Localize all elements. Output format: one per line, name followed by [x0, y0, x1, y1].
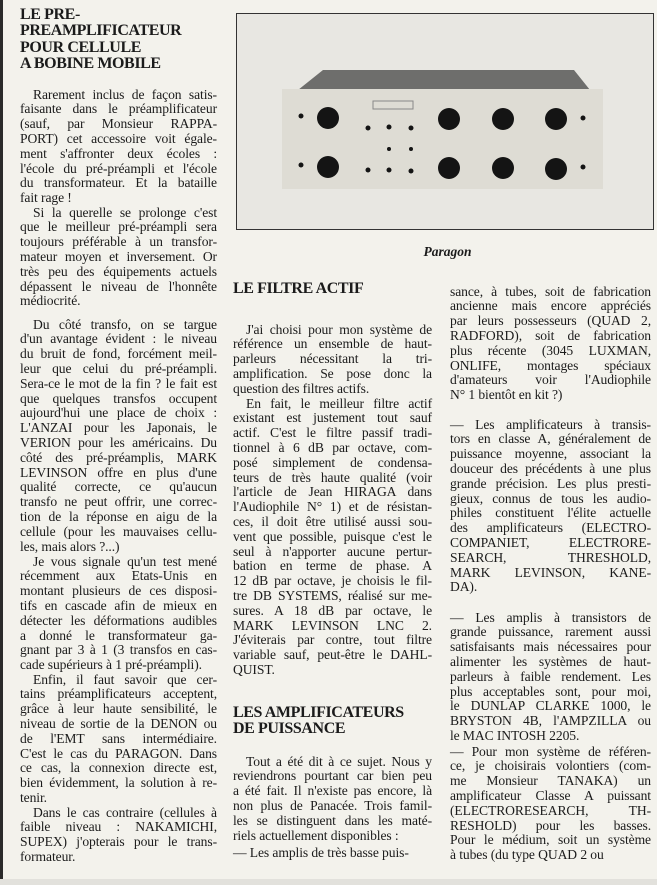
text-line: ONLIFE, montages spéciaux [450, 357, 651, 373]
figure-photo [236, 13, 654, 230]
text-line: a donné le transformateur ga- [20, 627, 217, 643]
text-line: sures. A 18 dB par octave, le [233, 602, 432, 618]
text-line: Sera-ce le mot de la fin ? le fait est [20, 375, 217, 391]
text-line: formateur. [20, 848, 76, 864]
text-line: fait rage ! [20, 190, 72, 206]
text-line: ment s'affronter deux écoles : [20, 145, 217, 161]
knob-icon [492, 108, 514, 130]
text-line: bation en terme de phase. A [233, 558, 432, 574]
paragraph [20, 318, 217, 555]
paragraph [233, 755, 432, 844]
text-line: actif. C'est le filtre passif tradi- [233, 425, 432, 441]
text-line: faisante dans le préamplificateur [20, 101, 217, 117]
text-line: tors en classe A, généralement de [450, 431, 651, 447]
text-line: les, mais alors ?...) [20, 538, 120, 554]
text-line: vent que possible, puisque c'est le [233, 528, 432, 544]
text-line: SEARCH, THRESHOLD, [450, 549, 651, 565]
screw-icon [581, 116, 586, 121]
text-line: — Les amplis à transistors de [450, 609, 651, 625]
text-line: sance, à tubes, soit de fabrication [450, 283, 651, 299]
column-left [20, 0, 217, 885]
text-line: Dans le cas contraire (cellules à [33, 804, 217, 820]
paragraph [20, 673, 217, 806]
text-line: tionnel à 6 dB par octave, com- [233, 439, 432, 455]
text-line: N° 1 bientôt en kit ?) [450, 387, 563, 403]
text-line: à tubes (du type QUAD 2 ou [450, 847, 604, 863]
text-line: J'ai choisi pour mon système de [246, 321, 432, 337]
indicator-icon [387, 147, 391, 151]
text-line: plus acceptables sont, pour moi, [450, 683, 651, 699]
text-line: tenir. [20, 789, 47, 805]
text-line: C'est le cas du PARAGON. Dans [20, 745, 217, 761]
chassis-top [298, 70, 590, 90]
text-line: amplification. Se pose donc la [233, 365, 432, 381]
knob-icon [545, 108, 567, 130]
paragraph [450, 285, 651, 403]
text-line: grâce à leur haute sensibilité, le [20, 701, 217, 717]
screw-icon [581, 165, 586, 170]
text-line: ces, il doit être utilisé aussi sou- [233, 513, 432, 529]
text-line: existant est justement tout sauf [233, 410, 432, 426]
text-line: gnant par 3 à 1 (3 transfos en cas- [20, 642, 217, 658]
text-line: — Les amplis de très basse puis- [233, 844, 409, 860]
text-line: Enfin, il faut savoir que cer- [33, 671, 217, 687]
text-line: me Monsieur TANAKA) un [450, 773, 651, 789]
text-line: Je vous signale qu'un test mené [33, 553, 217, 569]
text-line: ce cas, la connexion directe est, [20, 760, 217, 776]
text-line: seul à n'apporter aucune pertur- [233, 543, 432, 559]
text-line: du bruit de fond, forcément meil- [20, 346, 217, 362]
text-line: Rarement inclus de façon satis- [33, 86, 217, 102]
text-line: l'Audiophile N° 1) et de résistan- [233, 499, 432, 515]
knob-icon [317, 107, 339, 129]
text-line: côté des pré-préamplis, MARK [20, 449, 217, 465]
text-line: que le meilleur pré-préampli sera [20, 219, 217, 235]
toggle-icon [409, 126, 414, 131]
text-line: d'un avantage évident : le niveau [20, 331, 217, 347]
paragraph [20, 555, 217, 673]
text-line: 12 dB par octave, je choisis le fil- [233, 573, 432, 589]
paragraph [233, 846, 432, 861]
preamplifier-image [237, 14, 653, 229]
text-line: BRYSTON 4B, l'AMPZILLA ou [450, 713, 651, 729]
text-line: d'amateurs voir l'Audiophile [450, 372, 651, 388]
text-line: ce, je choisirais volontiers (com- [450, 758, 651, 774]
text-line: l'article de Jean HIRAGA dans [233, 484, 432, 500]
text-line: En fait, le meilleur filtre actif [246, 395, 432, 411]
text-line: dépassent le niveau de l'honnête [20, 278, 217, 294]
paragraph [450, 611, 651, 744]
text-line: SUPEX) j'opterais pour le trans- [20, 834, 217, 850]
text-line: très peu des équipements actuels [20, 263, 217, 279]
text-line: plus récente (3045 LUXMAN, [450, 342, 651, 358]
text-line: aujourd'hui une place de choix : [20, 405, 217, 421]
text-line: — Pour mon système de référen- [450, 743, 651, 759]
text-line: qualité correcte, ce qu'aucun [20, 479, 217, 495]
text-line: tre DB SYSTEMS, réalisé sur me- [233, 587, 432, 603]
section-heading [233, 281, 432, 298]
heading-line: POUR CELLULE [20, 38, 141, 56]
text-line: L'ANZAI pour les Japonais, le [20, 420, 217, 436]
text-line: ancienne mais encore appréciés [450, 298, 651, 314]
section-heading [20, 7, 217, 73]
text-line: l'école du pré-préampli et l'école [20, 160, 217, 176]
knob-icon [317, 156, 339, 178]
paragraph [450, 418, 651, 596]
text-line: variable sauf, peut-être le DAHL- [233, 647, 432, 663]
toggle-icon [366, 126, 371, 131]
text-line: récemment aux Etats-Unis en [20, 568, 217, 584]
figure-caption: Paragon [423, 244, 472, 259]
text-line: de l'EMT sans intermédiaire. [20, 730, 217, 746]
text-line: montant plusieurs de ces disposi- [20, 583, 217, 599]
text-line: RESHOLD) pour les basses. [450, 817, 651, 833]
text-line: niveau de sortie de la DENON ou [20, 715, 217, 731]
text-line: tion de la réponse en aigu de la [20, 508, 217, 524]
text-line: tains préamplificateurs acceptent, [20, 686, 217, 702]
text-line: le MAC INTOSH 2205. [450, 727, 580, 743]
text-line: puissance moyenne, associant la [450, 446, 651, 462]
text-line: riels actuellement disponibles : [233, 827, 399, 843]
text-line: bien évidemment, la solution à re- [20, 775, 217, 791]
section-heading [233, 705, 432, 738]
text-line: satisfaisants mais nécessaires pour [450, 639, 651, 655]
toggle-icon [409, 169, 414, 174]
text-line: parleurs nécessitant la tri- [233, 351, 432, 367]
text-line: les se distinguent dans les maté- [233, 812, 432, 828]
paragraph [233, 323, 432, 397]
text-line: question des filtres actifs. [233, 380, 370, 396]
knob-icon [545, 158, 567, 180]
text-line: RADFORD), soit de fabrication [450, 327, 651, 343]
text-line: cade supérieurs à 1 pré-préampli). [20, 657, 202, 673]
text-line: cellule (pour les mauvaises cellu- [20, 523, 217, 539]
heading-line: DE PUISSANCE [233, 720, 346, 738]
text-line: mateur moyen et inversement. Or [20, 248, 217, 264]
toggle-icon [366, 168, 371, 173]
toggle-icon [387, 125, 392, 130]
text-line: transfo ne peut offrir, une correc- [20, 494, 217, 510]
text-line: référence un ensemble de haut- [233, 336, 432, 352]
text-line: COMPANIET, ELECTRORE- [450, 534, 651, 550]
knob-icon [438, 108, 460, 130]
text-line: MARK LEVINSON LNC 2. [233, 617, 432, 633]
text-line: que quelques transfos occupent [20, 390, 217, 406]
text-line: J'éviterais par contre, tout filtre [233, 632, 432, 648]
toggle-icon [387, 168, 392, 173]
text-line: MARK LEVINSON, KANE- [450, 564, 651, 580]
text-line: faible niveau : NAKAMICHI, [20, 819, 217, 835]
text-line: médiocrité. [20, 293, 81, 309]
screw-icon [299, 114, 304, 119]
text-line: par leurs possesseurs (QUAD 2, [450, 313, 651, 329]
heading-line: LE FILTRE ACTIF [233, 279, 364, 297]
heading-line: A BOBINE MOBILE [20, 55, 161, 73]
text-line: alimenter les systèmes de haut- [450, 653, 651, 669]
text-line: amplificateur Classe A puissant [450, 787, 651, 803]
text-line: teurs de très haute qualité (voir [233, 469, 432, 485]
heading-line: LE PRE- [20, 5, 80, 23]
text-line: — Les amplificateurs à transis- [450, 416, 651, 432]
knob-icon [438, 157, 460, 179]
indicator-icon [409, 147, 413, 151]
text-line: PORT) cet accessoire voit égale- [20, 130, 217, 146]
text-line: posé simplement de condensa- [233, 454, 432, 470]
text-line: philes constituent l'élite actuelle [450, 505, 651, 521]
text-line: Si la querelle se prolonge c'est [33, 204, 217, 220]
text-line: VERION pour les américains. Du [20, 434, 217, 450]
text-line: parleurs à faible rendement. Les [450, 668, 651, 684]
heading-line: PREAMPLIFICATEUR [20, 22, 182, 40]
text-line: DA). [450, 579, 478, 595]
text-line: a été fait. Il n'existe pas encore, là [233, 783, 432, 799]
text-line: QUIST. [233, 661, 275, 677]
screw-icon [299, 163, 304, 168]
paragraph [233, 397, 432, 678]
text-line: le DUNLAP CLARKE 1000, le [450, 698, 651, 714]
text-line: Tout a été dit à ce sujet. Nous y [246, 753, 432, 769]
page-edge-rule [0, 0, 3, 885]
text-line: (ELECTRORESEARCH, TH- [450, 802, 651, 818]
text-line: non plus de Panacée. Trois famil- [233, 797, 432, 813]
text-line: reviendrons pourtant car bien peu [233, 768, 432, 784]
knob-icon [492, 157, 514, 179]
paragraph [20, 88, 217, 206]
text-line: grande puissance, rarement aussi [450, 624, 651, 640]
text-line: Pour le médium, soit un système [450, 832, 651, 848]
text-line: des amplificateurs (ELECTRO- [450, 520, 651, 536]
text-line: douceur des précédents à une plus [450, 460, 651, 476]
text-line: leur que celui du pré-préampli. [20, 360, 217, 376]
paragraph [20, 806, 217, 865]
text-line: (sauf, par Monsieur RAPPA- [20, 116, 217, 132]
text-line: toujours préférable à un transfor- [20, 234, 217, 250]
text-line: LEVINSON offre en plus d'une [20, 464, 217, 480]
text-line: tifs en cascade afin de mieux en [20, 597, 217, 613]
heading-line: LES AMPLIFICATEURS [233, 703, 404, 721]
text-line: du transformateur. Et la bataille [20, 175, 217, 191]
text-line: détecter les déformations audibles [20, 612, 217, 628]
text-line: Du côté transfo, on se targue [33, 316, 217, 332]
paragraph [20, 206, 217, 310]
text-line: grande précision. Les plus presti- [450, 475, 651, 491]
paragraph [450, 745, 651, 863]
text-line: gieux, connus de tous les audio- [450, 490, 651, 506]
